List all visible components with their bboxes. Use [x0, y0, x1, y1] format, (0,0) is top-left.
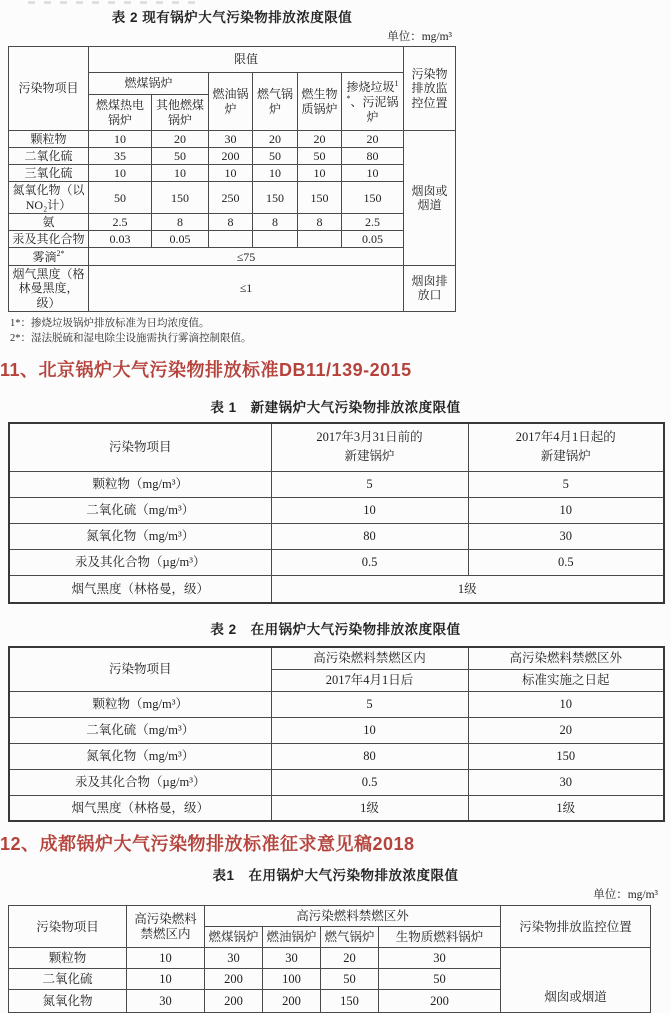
row-label: 氮氧化物（以NO₂计） [9, 182, 89, 213]
col-header-biomass: 燃生物质锅炉 [298, 73, 342, 131]
footnote-1: 1*：掺烧垃圾锅炉排放标准为日均浓度值。 [10, 317, 210, 329]
cell-value: 250 [209, 182, 253, 213]
col-header-oil: 燃油锅炉 [209, 73, 253, 131]
cell-value-empty [253, 230, 298, 247]
col-header-oil: 燃油锅炉 [263, 927, 321, 948]
beijing-new-boiler-section [8, 396, 663, 822]
col-header-coal-group: 燃煤锅炉 [89, 73, 209, 95]
cell-value: 8 [209, 213, 253, 230]
col-header-after [468, 423, 664, 471]
cell-value: 0.05 [152, 230, 209, 247]
table-row [9, 131, 456, 148]
cell-value-empty [298, 230, 342, 247]
cell-value: 200 [263, 990, 321, 1013]
cell-value: 200 [205, 990, 263, 1013]
cell-value: 5 [271, 471, 468, 497]
cell-value: 10 [298, 165, 342, 182]
col-header-before [271, 423, 468, 471]
col-header-coal-chp: 燃煤热电锅炉 [89, 95, 152, 131]
chengdu-table-unit: 单位：mg/m³ [593, 889, 658, 902]
cell-value: 30 [263, 948, 321, 969]
col-subheader-inside-date: 2017年4月1日后 [271, 669, 468, 691]
row-label: 氮氧化物 [9, 990, 127, 1013]
table-row [9, 213, 456, 230]
table-row [9, 248, 456, 266]
table-row [9, 471, 664, 497]
cell-value: 0.5 [271, 549, 468, 575]
monitor-outlet-cell: 烟囱排放口 [404, 266, 456, 311]
beijing-inuse-boiler-table [8, 646, 665, 822]
row-label: 氮氧化物（mg/m³） [9, 523, 271, 549]
cell-value: 50 [379, 969, 501, 990]
cell-value: 20 [298, 131, 342, 148]
cell-value: 0.03 [89, 230, 152, 247]
beijing-new-boiler-table [8, 422, 665, 604]
col-subheader-outside-date: 标准实施之日起 [468, 669, 664, 691]
col-header-pollutant: 污染物项目 [9, 423, 271, 471]
cell-value: 150 [253, 182, 298, 213]
row-label: 二氧化硫（mg/m³） [9, 717, 271, 743]
footnote-2: 2*：湿法脱硫和湿电除尘设施需执行雾滴控制限值。 [10, 332, 252, 344]
cell-value: 8 [253, 213, 298, 230]
cell-value: 8 [152, 213, 209, 230]
droplet-footnote-marker: 2* [56, 249, 65, 259]
cell-value: 20 [152, 131, 209, 148]
cell-value: 150 [321, 990, 379, 1013]
chengdu-inuse-boiler-table [8, 905, 651, 1013]
table-row [9, 266, 456, 311]
row-label: 氮氧化物（mg/m³） [9, 743, 271, 769]
cell-value: 10 [89, 131, 152, 148]
col-header-outside-zone: 高污染燃料禁燃区外 [205, 906, 501, 927]
row-label: 颗粒物（mg/m³） [9, 471, 271, 497]
col-header-inside-line1: 高污染燃料 [134, 912, 197, 927]
cell-value: 10 [468, 497, 664, 523]
cell-value: 30 [127, 990, 205, 1013]
col-header-after-line1: 2017年4月1日起的 [515, 430, 616, 445]
cell-value: 10 [468, 691, 664, 717]
col-header-before-line2: 新建锅炉 [344, 449, 395, 464]
cell-value: 10 [152, 165, 209, 182]
cell-value: 8 [298, 213, 342, 230]
section-12-heading: 12、成都锅炉大气污染物排放标准征求意见稿2018 [0, 834, 415, 855]
cell-value: 30 [379, 948, 501, 969]
cell-value: 0.5 [468, 549, 664, 575]
cell-value: 20 [342, 131, 404, 148]
col-header-before-line1: 2017年3月31日前的 [316, 430, 423, 445]
cell-value: 10 [127, 948, 205, 969]
table-row [9, 717, 664, 743]
cell-value: 5 [271, 691, 468, 717]
col-header-outside-zone: 高污染燃料禁燃区外 [468, 647, 664, 669]
cell-value-empty [209, 230, 253, 247]
beijing-table1-title: 表 1 新建锅炉大气污染物排放浓度限值 [210, 400, 461, 416]
cell-value: 200 [209, 148, 253, 165]
cell-value: 80 [271, 743, 468, 769]
cell-value: 50 [298, 148, 342, 165]
table-row [9, 523, 664, 549]
col-header-pollutant: 污染物项目 [9, 47, 89, 131]
col-header-inside-zone: 高污染燃料禁燃区内 [271, 647, 468, 669]
row-label: 二氧化硫 [9, 969, 127, 990]
row-label: 颗粒物 [9, 131, 89, 148]
cell-value: 30 [468, 769, 664, 795]
cell-value: 2.5 [342, 213, 404, 230]
row-label: 三氧化硫 [9, 165, 89, 182]
waste-label: 掺烧垃圾 [346, 80, 395, 95]
cell-value: 2.5 [89, 213, 152, 230]
row-label: 二氧化硫 [9, 148, 89, 165]
cell-value: 10 [271, 717, 468, 743]
col-header-limit: 限值 [89, 47, 404, 73]
cell-value: 100 [263, 969, 321, 990]
table-row [9, 549, 664, 575]
col-header-pollutant: 污染物项目 [9, 647, 271, 691]
cell-value: 150 [152, 182, 209, 213]
table-row [9, 948, 651, 969]
col-header-inside-line2: 禁燃区内 [140, 926, 191, 941]
col-header-biomass: 生物质燃料锅炉 [379, 927, 501, 948]
cell-value: 150 [342, 182, 404, 213]
col-header-monitor: 污染物排放监控位置 [501, 906, 651, 948]
col-header-inside-zone [127, 906, 205, 948]
cropped-text-remnant [28, 1, 198, 4]
cell-value: 10 [127, 969, 205, 990]
row-label-droplet [9, 248, 89, 266]
cell-value: 1级 [271, 795, 468, 821]
col-header-pollutant: 污染物项目 [9, 906, 127, 948]
existing-table-unit: 单位：mg/m³ [387, 31, 452, 43]
waste-footnote-marker: 1* [346, 79, 399, 104]
cell-value: 50 [253, 148, 298, 165]
cell-value: 20 [253, 131, 298, 148]
chengdu-table-title: 表1 在用锅炉大气污染物排放浓度限值 [212, 868, 459, 884]
row-label: 氨 [9, 213, 89, 230]
cell-value: 30 [209, 131, 253, 148]
cell-value: 20 [321, 948, 379, 969]
row-label: 汞及其化合物（µg/m³） [9, 769, 271, 795]
cell-value: 10 [89, 165, 152, 182]
monitor-flue-cell: 烟囱或烟道 [404, 131, 456, 266]
row-label: 烟气黑度（林格曼，级） [9, 795, 271, 821]
cell-value: 10 [271, 497, 468, 523]
cell-value-merged: ≤75 [89, 248, 404, 266]
table-row [9, 575, 664, 603]
table-row [9, 743, 664, 769]
table-row [9, 182, 456, 213]
droplet-label: 雾滴 [32, 250, 57, 265]
cell-value: 50 [321, 969, 379, 990]
cell-value: 80 [271, 523, 468, 549]
footnotes [10, 316, 456, 346]
cell-value: 0.5 [271, 769, 468, 795]
cell-value: 20 [468, 717, 664, 743]
row-label: 汞及其化合物（µg/m³） [9, 549, 271, 575]
row-label: 烟气黑度（格林曼黑度，级） [9, 266, 89, 311]
table-row [9, 795, 664, 821]
chengdu-inuse-boiler-section [8, 864, 663, 1013]
cell-value: 50 [89, 182, 152, 213]
existing-boiler-section [8, 6, 456, 346]
cell-value: 200 [205, 969, 263, 990]
cell-value: 200 [379, 990, 501, 1013]
col-header-gas: 燃气锅炉 [253, 73, 298, 131]
table-row [9, 165, 456, 182]
cell-value: 10 [342, 165, 404, 182]
table-row [9, 691, 664, 717]
monitor-flue-cell: 烟囱或烟道 [501, 948, 651, 1013]
cell-value: 30 [468, 523, 664, 549]
row-label: 烟气黑度（林格曼，级） [9, 575, 271, 603]
section-11-heading: 11、北京锅炉大气污染物排放标准DB11/139-2015 [0, 360, 412, 381]
cell-value: 50 [152, 148, 209, 165]
col-header-gas: 燃气锅炉 [321, 927, 379, 948]
cell-value: 1级 [468, 795, 664, 821]
cell-value: 10 [209, 165, 253, 182]
col-header-waste [342, 73, 404, 131]
col-header-after-line2: 新建锅炉 [540, 449, 591, 464]
cell-value: 0.05 [342, 230, 404, 247]
col-header-coal-other: 其他燃煤锅炉 [152, 95, 209, 131]
cell-value: 35 [89, 148, 152, 165]
row-label: 颗粒物 [9, 948, 127, 969]
cell-value: 150 [468, 743, 664, 769]
beijing-table2-title: 表 2 在用锅炉大气污染物排放浓度限值 [210, 622, 461, 638]
cell-value: 5 [468, 471, 664, 497]
cell-value: 150 [298, 182, 342, 213]
cell-value: 30 [205, 948, 263, 969]
table-row [9, 769, 664, 795]
cell-value: 80 [342, 148, 404, 165]
existing-boiler-limits-table [8, 46, 456, 312]
row-label: 汞及其化合物 [9, 230, 89, 247]
col-header-coal: 燃煤锅炉 [205, 927, 263, 948]
waste-label-2: 、污泥锅炉 [350, 95, 399, 124]
table-row [9, 497, 664, 523]
table-row [9, 230, 456, 247]
table-row [9, 148, 456, 165]
col-header-monitor: 污染物排放监控位置 [404, 47, 456, 131]
existing-table-title: 表 2 现有锅炉大气污染物排放浓度限值 [111, 10, 353, 25]
row-label: 颗粒物（mg/m³） [9, 691, 271, 717]
row-label: 二氧化硫（mg/m³） [9, 497, 271, 523]
cell-value-merged: 1级 [271, 575, 664, 603]
cell-value: 10 [253, 165, 298, 182]
cell-value-merged: ≤1 [89, 266, 404, 311]
